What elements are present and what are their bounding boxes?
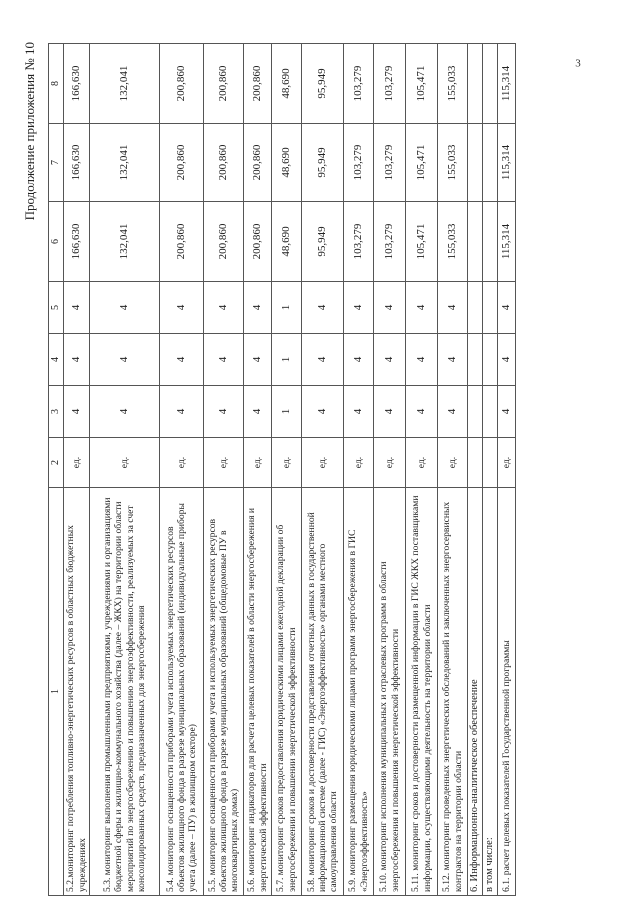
amount-cell: 115,314 — [498, 124, 516, 202]
table-body — [64, 44, 516, 896]
value-cell: 4 — [160, 334, 204, 386]
amount-cell: 115,314 — [498, 44, 516, 124]
table-row — [344, 44, 374, 896]
amount-cell: 200,860 — [160, 44, 204, 124]
value-cell: 4 — [244, 282, 272, 334]
value-cell: 4 — [438, 282, 468, 334]
amount-cell: 95,949 — [302, 202, 344, 282]
empty-cell — [468, 334, 483, 386]
amount-cell: 155,033 — [438, 202, 468, 282]
empty-cell — [468, 438, 483, 488]
empty-cell — [483, 334, 498, 386]
unit-cell: ед. — [160, 438, 204, 488]
table-row — [498, 44, 516, 896]
row-description: 5.2.мониторинг потребления топливно-энергетических ресурсов в областных бюджетных учреждениях — [64, 488, 90, 896]
row-description: 5.8. мониторинг сроков и достоверности представления отчетных данных в государственной информационной системе (далее - ГИС) «Энергоэффективность» органами местного самоуправления области — [302, 488, 344, 896]
value-cell: 4 — [64, 386, 90, 438]
page-number: 3 — [575, 57, 581, 70]
empty-cell — [468, 386, 483, 438]
value-cell: 4 — [374, 386, 406, 438]
amount-cell: 200,860 — [244, 44, 272, 124]
value-cell: 4 — [302, 282, 344, 334]
amount-cell: 95,949 — [302, 44, 344, 124]
value-cell: 4 — [344, 334, 374, 386]
empty-cell — [483, 202, 498, 282]
table-row — [64, 44, 90, 896]
amount-cell: 105,471 — [406, 202, 438, 282]
unit-cell: ед. — [498, 438, 516, 488]
table-row — [374, 44, 406, 896]
value-cell: 4 — [438, 386, 468, 438]
data-table — [48, 43, 516, 896]
amount-cell: 200,860 — [160, 202, 204, 282]
continuation-title: Продолжение приложения № 10 — [22, 42, 37, 221]
amount-cell: 105,471 — [406, 44, 438, 124]
row-description: 5.7. мониторинг сроков предоставления юридическими лицами ежегодной декларации об энергосбережении и повышении энергетической эффективности — [272, 488, 302, 896]
empty-cell — [483, 438, 498, 488]
amount-cell: 48,690 — [272, 44, 302, 124]
unit-cell: ед. — [438, 438, 468, 488]
table-row — [406, 44, 438, 896]
column-header: 8 — [49, 44, 64, 124]
value-cell: 4 — [204, 282, 244, 334]
column-header: 4 — [49, 334, 64, 386]
row-description: в том числе: — [483, 488, 498, 896]
table-row — [302, 44, 344, 896]
unit-cell: ед. — [272, 438, 302, 488]
section-row — [483, 44, 498, 896]
amount-cell: 105,471 — [406, 124, 438, 202]
row-description: 5.4. мониторинг оснащенности приборами учета используемых энергетических ресурсов объектов жилищного фонда в разрезе муниципальных образований (индивидуальные приборы учета (далее – ПУ) в жилищном секторе) — [160, 488, 204, 896]
table-row — [272, 44, 302, 896]
amount-cell: 200,860 — [244, 202, 272, 282]
amount-cell: 95,949 — [302, 124, 344, 202]
column-header: 2 — [49, 438, 64, 488]
rotated-page — [22, 36, 588, 896]
table-row — [90, 44, 160, 896]
value-cell: 4 — [498, 386, 516, 438]
value-cell: 4 — [344, 386, 374, 438]
amount-cell: 200,860 — [204, 202, 244, 282]
empty-cell — [468, 124, 483, 202]
row-description: 5.5. мониторинг оснащенности приборами учета и используемых энергетических ресурсов объектов жилищного фонда в разрезе муниципальных образований (общедомовые ПУ в многоквартирных домах) — [204, 488, 244, 896]
amount-cell: 155,033 — [438, 124, 468, 202]
amount-cell: 132,041 — [90, 124, 160, 202]
value-cell: 1 — [272, 282, 302, 334]
amount-cell: 166,630 — [64, 124, 90, 202]
unit-cell: ед. — [90, 438, 160, 488]
value-cell: 4 — [204, 334, 244, 386]
empty-cell — [483, 124, 498, 202]
amount-cell: 103,279 — [344, 202, 374, 282]
amount-cell: 103,279 — [374, 44, 406, 124]
value-cell: 4 — [90, 386, 160, 438]
value-cell: 1 — [272, 386, 302, 438]
value-cell: 4 — [498, 334, 516, 386]
amount-cell: 200,860 — [204, 124, 244, 202]
amount-cell: 155,033 — [438, 44, 468, 124]
header-row — [49, 44, 64, 896]
unit-cell: ед. — [204, 438, 244, 488]
empty-cell — [483, 44, 498, 124]
value-cell: 4 — [64, 334, 90, 386]
row-description: 5.11. мониторинг сроков и достоверности размещенной информации в ГИС ЖКХ поставщиками информации, осуществляющими деятельность на территории области — [406, 488, 438, 896]
table-row — [160, 44, 204, 896]
row-description: 5.3. мониторинг выполнения промышленными предприятиями, учреждениями и организациями бюджетной сферы и жилищно-коммунального хозяйства (далее – ЖКХ) на территории области мероприятий по энергосбережению и повышению энергоэффективности, реализуемых за счет консолидированных средств, предназначенных для энергосбережения — [90, 488, 160, 896]
row-description: 5.10. мониторинг исполнения муниципальных и отраслевых программ в области энергосбережения и повышения энергетической эффективности — [374, 488, 406, 896]
amount-cell: 166,630 — [64, 202, 90, 282]
empty-cell — [468, 44, 483, 124]
unit-cell: ед. — [244, 438, 272, 488]
row-description: 6.1. расчет целевых показателей Государственной программы — [498, 488, 516, 896]
empty-cell — [468, 202, 483, 282]
empty-cell — [483, 282, 498, 334]
value-cell: 4 — [374, 334, 406, 386]
amount-cell: 200,860 — [244, 124, 272, 202]
value-cell: 4 — [204, 386, 244, 438]
value-cell: 4 — [438, 334, 468, 386]
column-header: 3 — [49, 386, 64, 438]
amount-cell: 103,279 — [374, 202, 406, 282]
value-cell: 4 — [160, 282, 204, 334]
amount-cell: 132,041 — [90, 44, 160, 124]
value-cell: 4 — [344, 282, 374, 334]
amount-cell: 48,690 — [272, 124, 302, 202]
amount-cell: 115,314 — [498, 202, 516, 282]
row-description: 5.6. мониторинг индикаторов для расчета целевых показателей в области энергосбережения и энергетической эффективности — [244, 488, 272, 896]
amount-cell: 103,279 — [374, 124, 406, 202]
amount-cell: 200,860 — [204, 44, 244, 124]
table-row — [244, 44, 272, 896]
value-cell: 4 — [244, 386, 272, 438]
amount-cell: 103,279 — [344, 44, 374, 124]
empty-cell — [483, 386, 498, 438]
unit-cell: ед. — [406, 438, 438, 488]
value-cell: 4 — [406, 386, 438, 438]
value-cell: 4 — [244, 334, 272, 386]
amount-cell: 132,041 — [90, 202, 160, 282]
value-cell: 4 — [90, 334, 160, 386]
column-header: 6 — [49, 202, 64, 282]
table-row — [438, 44, 468, 896]
column-header: 5 — [49, 282, 64, 334]
row-description: 6. Информационно-аналитическое обеспечение — [468, 488, 483, 896]
unit-cell: ед. — [64, 438, 90, 488]
value-cell: 4 — [498, 282, 516, 334]
value-cell: 4 — [374, 282, 406, 334]
row-description: 5.9. мониторинг размещения юридическими лицами программ энергосбережения в ГИС «Энергоэффективность» — [344, 488, 374, 896]
unit-cell: ед. — [344, 438, 374, 488]
amount-cell: 48,690 — [272, 202, 302, 282]
table-row — [204, 44, 244, 896]
unit-cell: ед. — [302, 438, 344, 488]
empty-cell — [468, 282, 483, 334]
row-description: 5.12. мониторинг проведенных энергетических обследований и заключенных энергосервисных контрактов на территории области — [438, 488, 468, 896]
value-cell: 4 — [302, 334, 344, 386]
value-cell: 4 — [302, 386, 344, 438]
section-row — [468, 44, 483, 896]
value-cell: 4 — [406, 334, 438, 386]
value-cell: 4 — [64, 282, 90, 334]
column-header: 1 — [49, 488, 64, 896]
amount-cell: 103,279 — [344, 124, 374, 202]
value-cell: 4 — [160, 386, 204, 438]
amount-cell: 200,860 — [160, 124, 204, 202]
value-cell: 4 — [90, 282, 160, 334]
column-header: 7 — [49, 124, 64, 202]
value-cell: 1 — [272, 334, 302, 386]
value-cell: 4 — [406, 282, 438, 334]
amount-cell: 166,630 — [64, 44, 90, 124]
unit-cell: ед. — [374, 438, 406, 488]
